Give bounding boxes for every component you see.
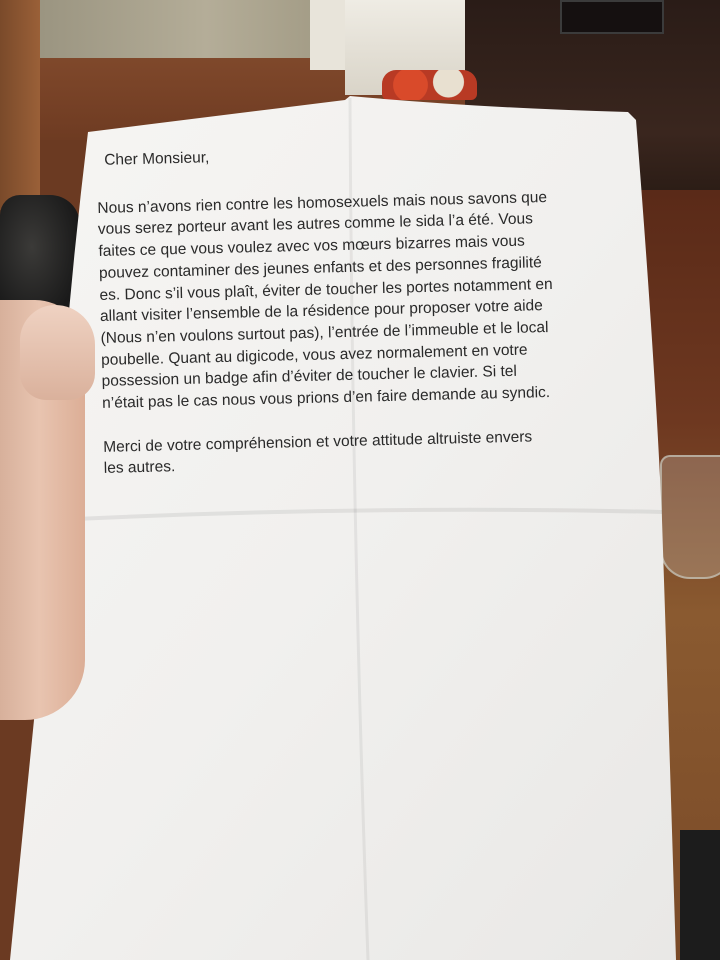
body-line: Nous n’avons rien contre les homosexuels mais nous savons que [97,188,548,217]
salutation: Cher Monsieur, [104,149,210,169]
thumb [20,305,95,400]
body-line: poubelle. Quant au digicode, vous avez normalement en votre [100,341,528,369]
body-line: n’était pas le cas nous vous prions d’en faire demande au syndic. [101,384,551,412]
letter-body [97,185,632,415]
letter-text [96,137,634,480]
body-line: allant visiter l’ensemble de la résidence pour proposer votre aide [99,297,544,326]
body-line: vous serez porteur avant les autres comme le sida l’a été. Vous [97,210,534,239]
closing-line: les autres. [103,458,176,478]
body-line: es. Donc s’il vous plaît, éviter de toucher les portes notamment en [99,275,553,304]
closing-line: Merci de votre compréhension et votre attitude altruiste envers [103,428,533,456]
body-line: pouvez contaminer des jeunes enfants et des personnes fragilité [98,253,542,282]
body-line: (Nous n’en voulons surtout pas), l’entrée de l’immeuble et le local [100,318,549,347]
body-line: possession un badge afin d’éviter de toucher le clavier. Si tel [101,363,518,391]
body-line: faites ce que vous voulez avec vos mœurs bizarres mais vous [98,232,525,261]
